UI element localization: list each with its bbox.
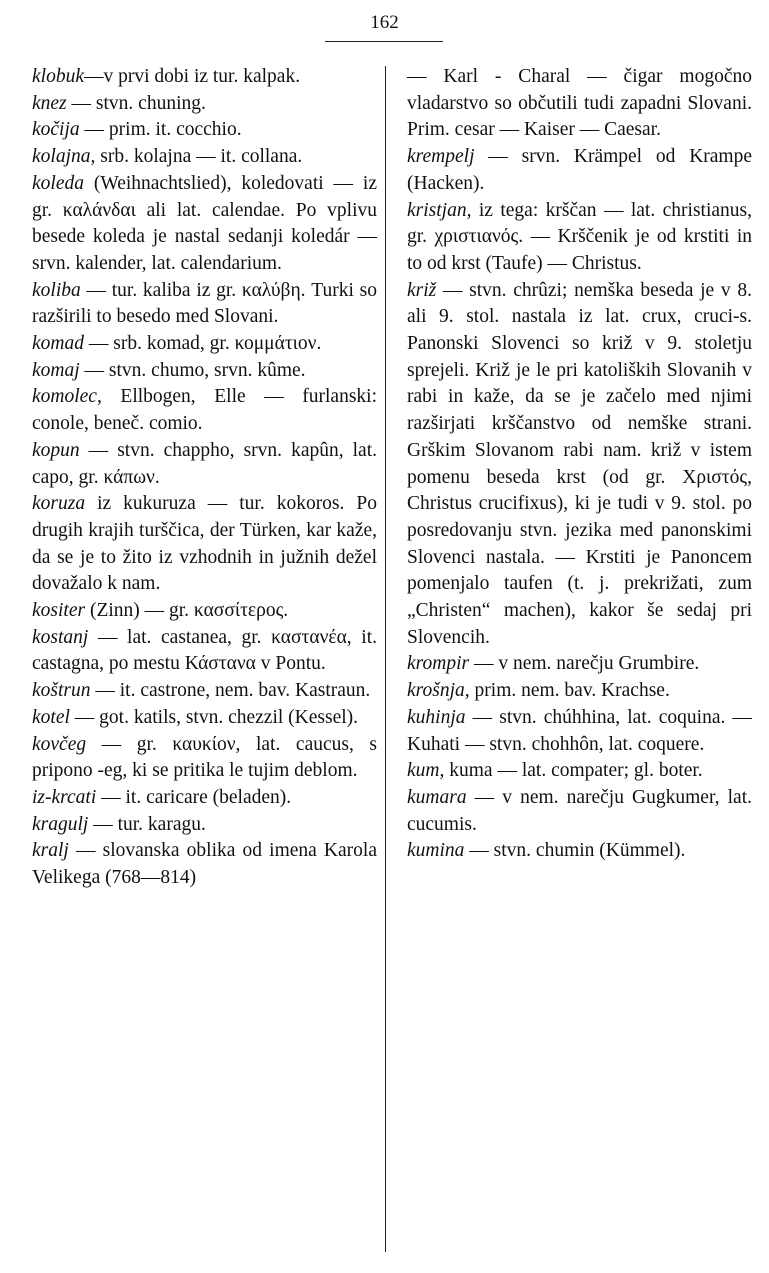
- entry-text: — stvn. chappho, srvn. kapûn, lat. capo, gr. κάπων.: [32, 439, 377, 488]
- entry-text: — stvn. chumo, srvn. kûme.: [79, 359, 306, 381]
- entry-headword: koruza: [32, 493, 86, 515]
- column-divider: [385, 66, 386, 1252]
- entry-headword: klobuk: [32, 66, 84, 87]
- entry-headword: krempelj: [407, 146, 475, 168]
- dictionary-entry: [32, 171, 377, 278]
- entry-headword: krošnja,: [407, 680, 470, 702]
- dictionary-entry: [32, 144, 377, 171]
- dictionary-entry: [32, 117, 377, 144]
- entry-text: prim. nem. bav. Krachse.: [469, 680, 670, 702]
- entry-text: — stvn. chúhhina, lat. coquina. — Kuhati — stvn. chohhôn, lat. coquere.: [407, 706, 752, 755]
- entry-headword: kotel: [32, 706, 70, 728]
- dictionary-entry: [407, 144, 752, 197]
- right-column: [407, 64, 752, 865]
- entry-headword: kositer: [32, 600, 86, 622]
- left-column: [32, 64, 377, 892]
- dictionary-entry: [32, 384, 377, 437]
- entry-headword: kostanj: [32, 626, 89, 648]
- entry-headword: kuhinja: [407, 706, 466, 728]
- entry-headword: kumina: [407, 840, 465, 862]
- entry-text: — stvn. chumin (Kümmel).: [464, 840, 686, 862]
- entry-headword: komad: [32, 333, 84, 355]
- entry-text: — v nem. narečju Gugkumer, lat. cucumis.: [407, 786, 752, 835]
- dictionary-entry: [32, 358, 377, 385]
- entry-headword: knez: [32, 92, 67, 114]
- dictionary-entry: [407, 198, 752, 278]
- entry-headword: koliba: [32, 279, 81, 301]
- entry-headword: kolajna,: [32, 146, 96, 168]
- entry-text: —v prvi dobi iz tur. kalpak.: [83, 66, 301, 87]
- entry-headword: iz-krcati: [32, 786, 97, 808]
- entry-text: Ellbogen, Elle — furlanski: conole, beneč. comio.: [32, 386, 377, 435]
- entry-headword: krompir: [407, 653, 470, 675]
- entry-text: — lat. castanea, gr. καστανέα, it. castagna, po mestu Κάστανα v Pontu.: [32, 626, 377, 675]
- entry-headword: koleda: [32, 172, 84, 194]
- dictionary-entry: [32, 625, 377, 678]
- page-number: 162: [370, 12, 399, 33]
- dictionary-entry: [32, 438, 377, 491]
- entry-headword: komaj: [32, 359, 80, 381]
- entry-text: — v nem. narečju Grumbire.: [469, 653, 700, 675]
- entry-headword: kumara: [407, 786, 467, 808]
- dictionary-entry: [32, 785, 377, 812]
- dictionary-entry: [32, 732, 377, 785]
- dictionary-entry: [32, 705, 377, 732]
- dictionary-entry: [407, 785, 752, 838]
- header-rule: [325, 41, 443, 42]
- dictionary-entry: [407, 651, 752, 678]
- entry-headword: kopun: [32, 439, 80, 461]
- entry-headword: koštrun: [32, 680, 91, 702]
- entry-headword: križ: [407, 279, 437, 301]
- entry-text: — stvn. chrûzi; nemška beseda je v 8. ali 9. stol. nastala iz lat. crux, cruci-s. Panonski Slovenci so križ v 9. stoletju sprejeli. Križ je le pri katoliških Slovanih v rabi in kaže, da se je začelo med njimi razširjati krščanstvo od nemške strani. Grškim Slovanom rabi nam. križ v istem pomenu beseda krst (od gr. Χριστός, Christus crucifixus), ki je tudi v 9. stol. po posredovanju stvn. jezika med panonskimi Slovenci nastala. — Krstiti je Panoncem pomenjalo taufen (t. j. prekrižati, zum „Christen“ machen), kakor še sedaj pri Slovencih.: [407, 279, 752, 648]
- dictionary-entry: [32, 838, 377, 891]
- entry-headword: kum,: [407, 760, 445, 782]
- entry-text: (Weihnachtslied), koledovati — iz gr. καλάνδαι ali lat. calendae. Po vplivu besede koleda je nastal sedanji koledár — srvn. kalender, lat. calendarium.: [32, 172, 377, 274]
- entry-headword: komolec,: [32, 386, 102, 408]
- entry-text: (Zinn) — gr. κασσίτερος.: [85, 600, 289, 622]
- entry-text: — srb. komad, gr. κομμάτιον.: [84, 333, 322, 355]
- entry-text: iz tega: krščan — lat. christianus, gr. χριστιανός. — Krščenik je od krstiti in to od krst (Taufe) — Christus.: [407, 199, 752, 274]
- entry-text: — tur. karagu.: [88, 813, 206, 835]
- entry-text: — slovanska oblika od imena Karola Velikega (768—814): [32, 840, 377, 889]
- entry-headword: kragulj: [32, 813, 89, 835]
- dictionary-entry: [32, 278, 377, 331]
- dictionary-entry: [32, 64, 377, 91]
- entry-headword: kočija: [32, 119, 80, 141]
- entry-headword: kristjan,: [407, 199, 472, 221]
- entry-text: kuma — lat. compater; gl. boter.: [444, 760, 703, 782]
- entry-headword: kovčeg: [32, 733, 87, 755]
- entry-text: — gr. καυκίον, lat. caucus, s pripono -eg, ki se pritika le tujim deblom.: [32, 733, 377, 782]
- entry-text: srb. kolajna — it. collana.: [95, 146, 303, 168]
- dictionary-entry: [32, 331, 377, 358]
- entry-text: — srvn. Krämpel od Krampe (Hacken).: [407, 146, 752, 194]
- dictionary-entry: [407, 678, 752, 705]
- dictionary-entry: [32, 91, 377, 118]
- dictionary-entry: [407, 278, 752, 652]
- dictionary-entry: [32, 491, 377, 598]
- dictionary-entry: [407, 64, 752, 144]
- entry-text: — Karl - Charal — čigar mogočno vladarstvo so občutili tudi zapadni Slovani. Prim. cesar — Kaiser — Caesar.: [407, 66, 752, 141]
- dictionary-entry: [407, 838, 752, 865]
- entry-text: — prim. it. cocchio.: [79, 119, 242, 141]
- entry-headword: kralj: [32, 840, 69, 862]
- dictionary-entry: [32, 812, 377, 839]
- entry-text: — tur. kaliba iz gr. καλύβη. Turki so razširili to besedo med Slovani.: [32, 279, 377, 328]
- dictionary-entry: [32, 598, 377, 625]
- dictionary-entry: [407, 705, 752, 758]
- entry-text: — stvn. chuning.: [66, 92, 206, 114]
- entry-text: — it. castrone, nem. bav. Kastraun.: [90, 680, 371, 702]
- entry-text: iz kukuruza — tur. kokoros. Po drugih krajih turščica, der Türken, kar kaže, da se je to žito iz vzhodnih in južnih dežel dovažalo k nam.: [32, 493, 377, 595]
- entry-text: — it. caricare (beladen).: [96, 786, 292, 808]
- dictionary-entry: [32, 678, 377, 705]
- entry-text: — got. katils, stvn. chezzil (Kessel).: [69, 706, 359, 728]
- dictionary-entry: [407, 758, 752, 785]
